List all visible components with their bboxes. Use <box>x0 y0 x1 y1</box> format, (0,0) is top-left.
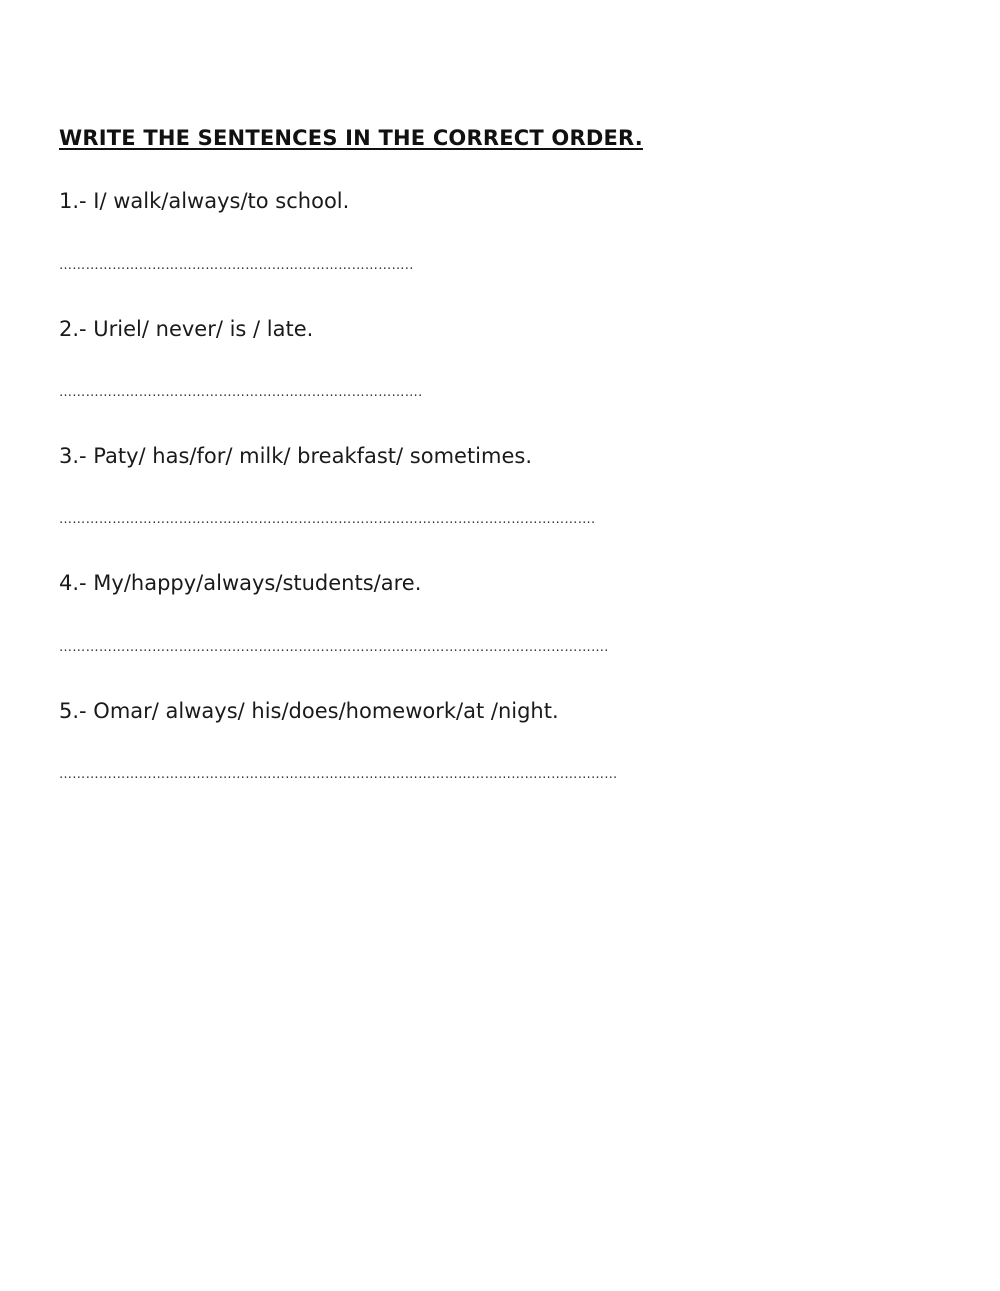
worksheet-title: WRITE THE SENTENCES IN THE CORRECT ORDER. <box>59 126 643 150</box>
exercise-1-answer-line: …………………………………………………………………….. <box>59 258 414 273</box>
exercise-2-prompt: 2.- Uriel/ never/ is / late. <box>59 317 314 341</box>
exercise-3-answer-line: …………………………………………………………………………………………………………. <box>59 512 596 527</box>
exercise-3-prompt: 3.- Paty/ has/for/ milk/ breakfast/ sometimes. <box>59 444 533 468</box>
exercise-5-prompt: 5.- Omar/ always/ his/does/homework/at /night. <box>59 699 559 723</box>
exercise-4-prompt: 4.- My/happy/always/students/are. <box>59 571 422 595</box>
exercise-1-prompt: 1.- I/ walk/always/to school. <box>59 189 350 213</box>
exercise-4-answer-line: ……………………………………………………………………………………………………………. <box>59 640 609 655</box>
exercise-5-answer-line: ……………………………………………………………………………………………………………… <box>59 767 618 782</box>
exercise-2-answer-line: ………………………………………………………………………. <box>59 385 423 400</box>
